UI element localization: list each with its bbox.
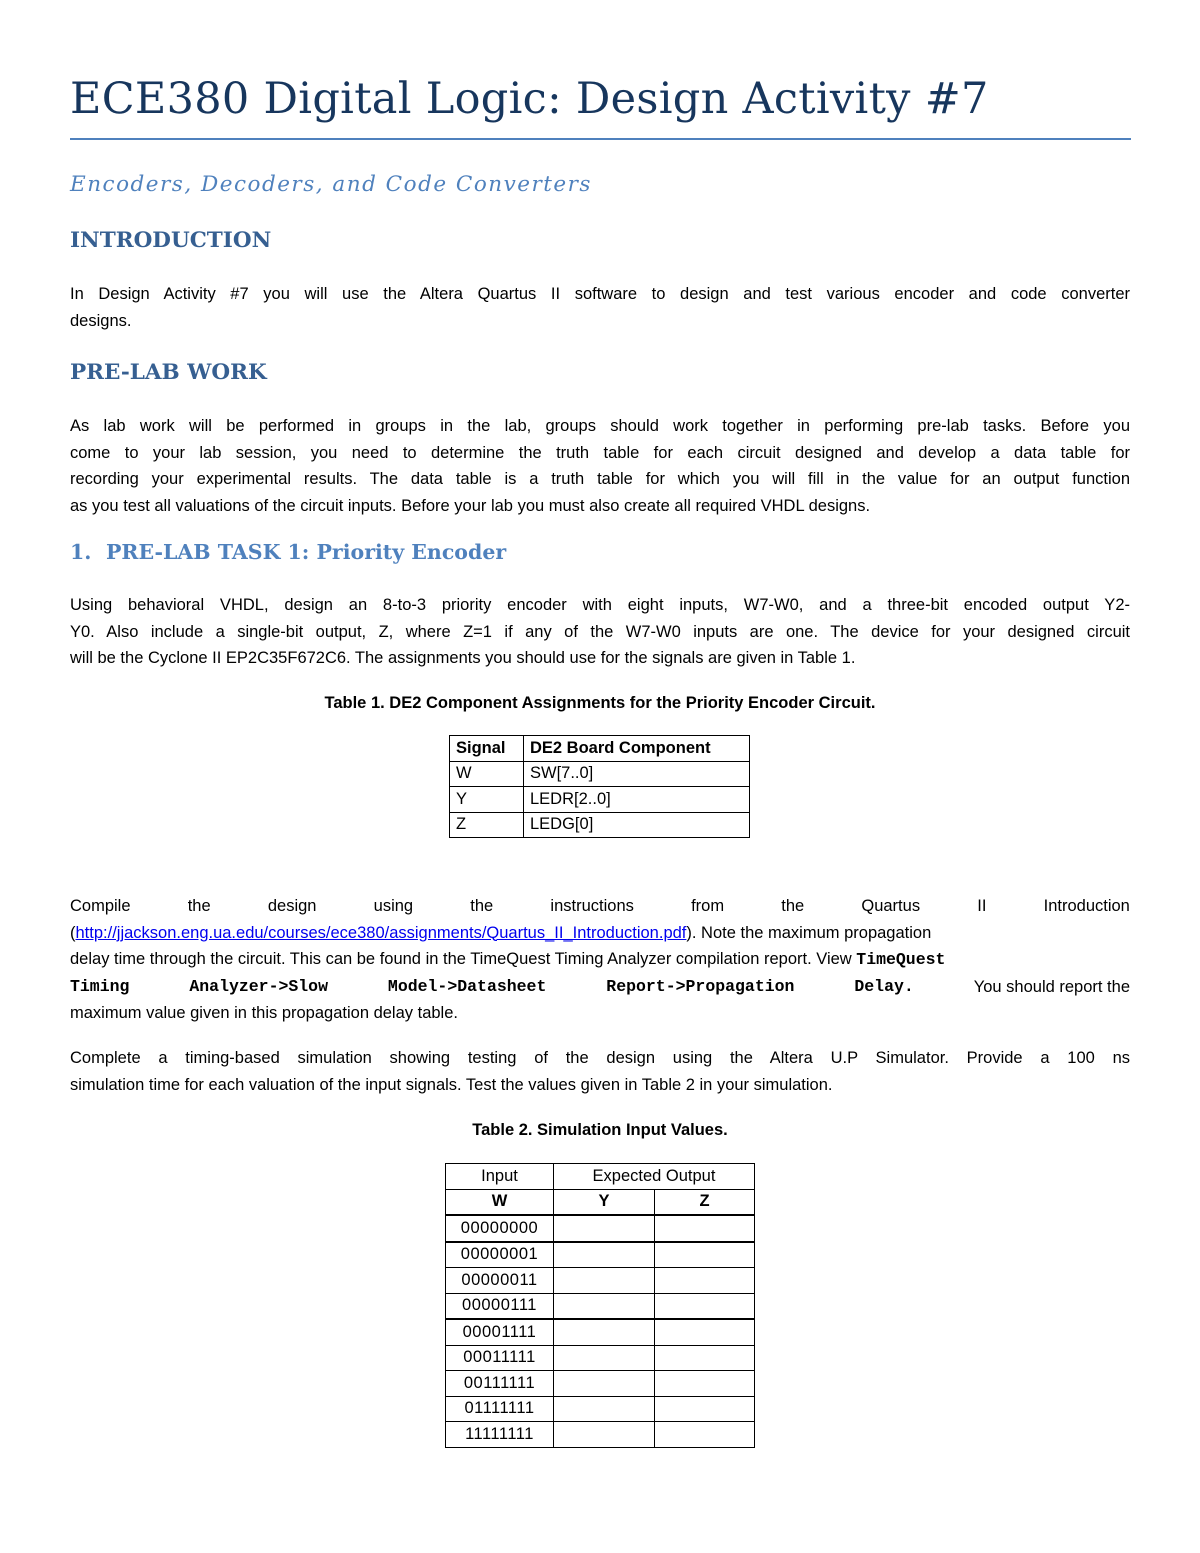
menu-path-code: Timing bbox=[70, 976, 130, 996]
table-cell: 11111111 bbox=[446, 1422, 554, 1448]
table-cell bbox=[554, 1396, 655, 1422]
table-header-cell: Z bbox=[655, 1189, 755, 1215]
table-cell bbox=[655, 1422, 755, 1448]
menu-path-code: Delay. bbox=[854, 976, 914, 996]
table-header-cell: W bbox=[446, 1189, 554, 1215]
task1-number: 1. bbox=[70, 540, 92, 564]
table-cell: 00000001 bbox=[446, 1242, 554, 1268]
table-cell: Y bbox=[450, 787, 524, 813]
table-cell: 00000000 bbox=[446, 1215, 554, 1242]
text-line: (http://jjackson.eng.ua.edu/courses/ece380/assignments/Quartus_II_Introduction.pdf). Note the maximum propagation bbox=[70, 923, 932, 942]
table-cell bbox=[554, 1242, 655, 1268]
table-cell: 00000111 bbox=[446, 1293, 554, 1319]
table-row bbox=[446, 1396, 755, 1422]
menu-path-code: Model->Datasheet bbox=[387, 976, 547, 996]
table-header-cell: Y bbox=[554, 1189, 655, 1215]
text-line: Timing Analyzer->Slow Model->Datasheet Report->Propagation Delay. You should report the bbox=[70, 974, 1130, 1001]
introduction-heading: INTRODUCTION bbox=[70, 228, 272, 253]
table-cell bbox=[554, 1215, 655, 1242]
table-header-cell: Input bbox=[446, 1164, 554, 1190]
page-subtitle: Encoders, Decoders, and Code Converters bbox=[70, 172, 592, 197]
text-line: Compile the design using the instructions from the Quartus II Introduction bbox=[70, 897, 1130, 915]
table-cell bbox=[554, 1319, 655, 1345]
task1-title: PRE-LAB TASK 1: Priority Encoder bbox=[106, 540, 507, 564]
table-cell bbox=[655, 1293, 755, 1319]
table-cell: LEDG[0] bbox=[524, 812, 750, 838]
table-cell: 00111111 bbox=[446, 1371, 554, 1397]
table1-caption: Table 1. DE2 Component Assignments for the Priority Encoder Circuit. bbox=[324, 694, 876, 712]
table-row bbox=[450, 787, 750, 813]
table-cell: 00000011 bbox=[446, 1268, 554, 1294]
table-cell bbox=[554, 1293, 655, 1319]
text-line: simulation time for each valuation of the input signals. Test the values given in Table 2 in your simulation. bbox=[70, 1075, 833, 1094]
text-line: will be the Cyclone II EP2C35F672C6. The assignments you should use for the signals are given in Table 1. bbox=[70, 649, 856, 667]
menu-path-code: TimeQuest bbox=[856, 950, 946, 969]
text-line: come to your lab session, you need to determine the truth table for each circuit designed and develop a data table for bbox=[70, 443, 1130, 462]
text-line: Using behavioral VHDL, design an 8-to-3 priority encoder with eight inputs, W7-W0, and a three-bit encoded output Y2- bbox=[70, 596, 1130, 614]
text-line: as you test all valuations of the circuit inputs. Before your lab you must also create all required VHDL designs. bbox=[70, 496, 871, 515]
title-underline bbox=[70, 138, 1131, 140]
introduction-paragraph bbox=[70, 281, 1130, 334]
table-header-row bbox=[450, 736, 750, 762]
prelab-paragraph bbox=[70, 413, 1130, 519]
table-cell bbox=[554, 1268, 655, 1294]
table-cell: 01111111 bbox=[446, 1396, 554, 1422]
table-cell bbox=[655, 1345, 755, 1371]
page-title: ECE380 Digital Logic: Design Activity #7 bbox=[70, 74, 989, 124]
table-row bbox=[446, 1215, 755, 1242]
text-line: delay time through the circuit. This can be found in the TimeQuest Timing Analyzer compilation report. View TimeQuest bbox=[70, 950, 946, 969]
table-subheader-row bbox=[446, 1189, 755, 1215]
table-cell bbox=[655, 1396, 755, 1422]
table-cell: W bbox=[450, 761, 524, 787]
table-cell bbox=[554, 1422, 655, 1448]
table-row bbox=[446, 1268, 755, 1294]
table-cell: Z bbox=[450, 812, 524, 838]
table-cell bbox=[554, 1371, 655, 1397]
text-line: As lab work will be performed in groups in the lab, groups should work together in performing pre-lab tasks. Before you bbox=[70, 417, 1130, 435]
table2-caption: Table 2. Simulation Input Values. bbox=[472, 1121, 728, 1139]
compile-paragraph bbox=[70, 893, 1130, 1027]
table-header-row bbox=[446, 1164, 755, 1190]
quartus-introduction-link[interactable]: http://jjackson.eng.ua.edu/courses/ece380/assignments/Quartus_II_Introduction.pdf bbox=[75, 923, 687, 942]
table1-component-assignments bbox=[449, 735, 750, 838]
text-line: maximum value given in this propagation delay table. bbox=[70, 1004, 458, 1022]
menu-path-code: Report->Propagation bbox=[606, 976, 795, 996]
simulation-paragraph bbox=[70, 1045, 1130, 1098]
table2-simulation-inputs bbox=[445, 1163, 755, 1448]
text-line: Y0. Also include a single-bit output, Z, where Z=1 if any of the W7-W0 inputs are one. The device for your designed circuit bbox=[70, 622, 1130, 641]
table-cell: 00011111 bbox=[446, 1345, 554, 1371]
table-row bbox=[446, 1242, 755, 1268]
table-row bbox=[446, 1293, 755, 1319]
table-header-cell: Signal bbox=[450, 736, 524, 762]
task1-paragraph bbox=[70, 592, 1130, 672]
text-line: designs. bbox=[70, 311, 132, 330]
table-header-cell: Expected Output bbox=[554, 1164, 755, 1190]
table-cell bbox=[655, 1371, 755, 1397]
menu-path-code: Analyzer->Slow bbox=[189, 976, 328, 996]
table-row bbox=[450, 812, 750, 838]
table-cell bbox=[655, 1319, 755, 1345]
table-row bbox=[446, 1345, 755, 1371]
table-row bbox=[446, 1422, 755, 1448]
table-cell bbox=[655, 1268, 755, 1294]
table-header-cell: DE2 Board Component bbox=[524, 736, 750, 762]
table-cell bbox=[554, 1345, 655, 1371]
table-cell bbox=[655, 1242, 755, 1268]
task1-heading bbox=[70, 540, 506, 564]
text-line: In Design Activity #7 you will use the Altera Quartus II software to design and test various encoder and code converter bbox=[70, 285, 1130, 303]
text-line: recording your experimental results. The data table is a truth table for which you will fill in the value for an output function bbox=[70, 470, 1130, 488]
table-cell bbox=[655, 1215, 755, 1242]
table-cell: LEDR[2..0] bbox=[524, 787, 750, 813]
text-line: Complete a timing-based simulation showing testing of the design using the Altera U.P Simulator. Provide a 100 ns bbox=[70, 1049, 1130, 1067]
prelab-heading: PRE-LAB WORK bbox=[70, 360, 267, 385]
table-row bbox=[446, 1371, 755, 1397]
table-cell: 00001111 bbox=[446, 1319, 554, 1345]
table-row bbox=[450, 761, 750, 787]
table-cell: SW[7..0] bbox=[524, 761, 750, 787]
table-row bbox=[446, 1319, 755, 1345]
